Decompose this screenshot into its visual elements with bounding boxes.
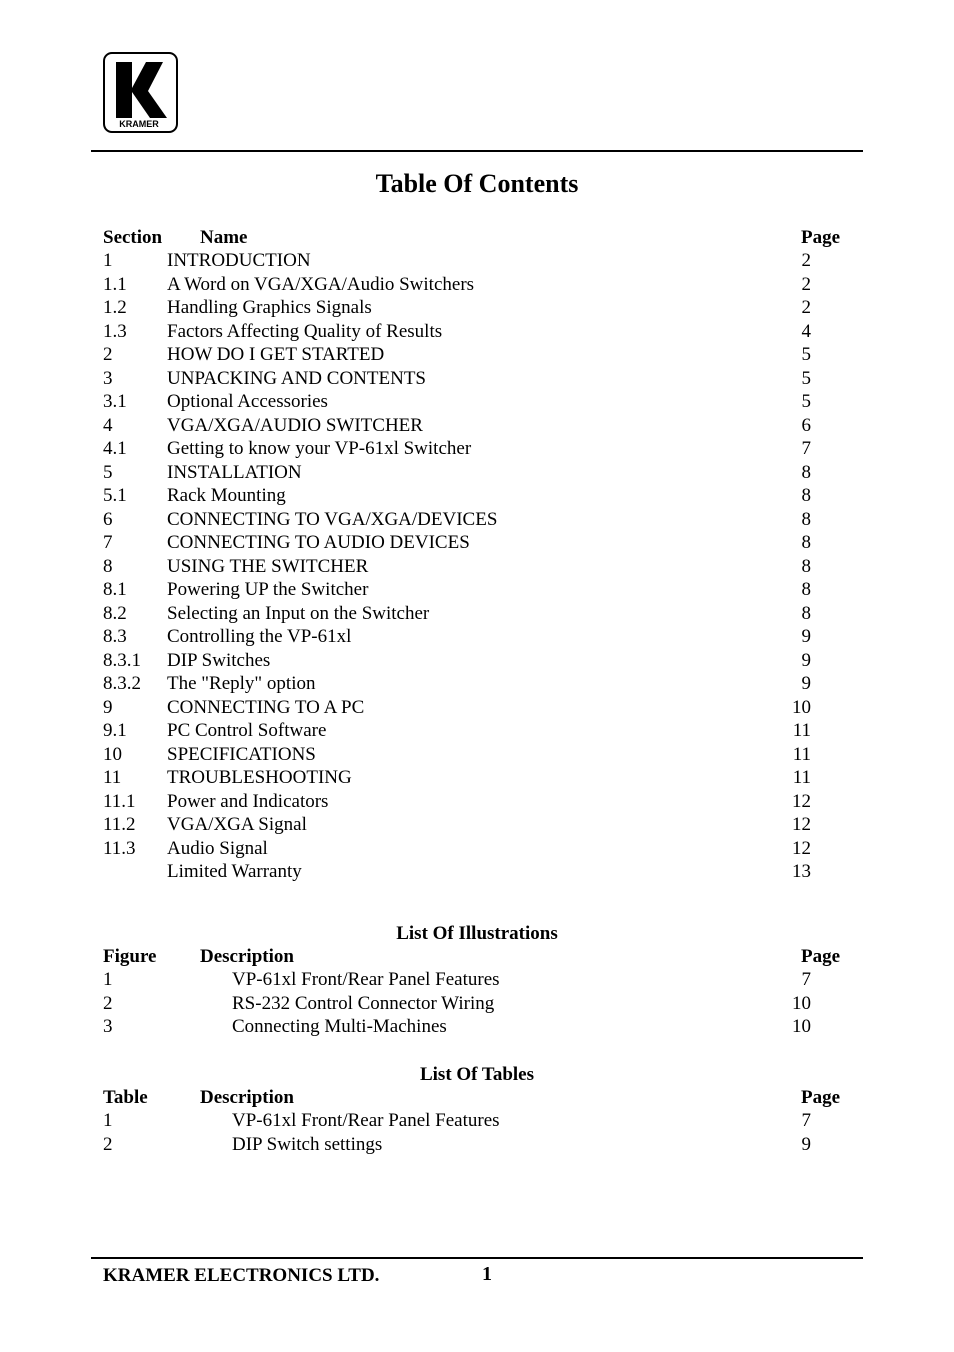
toc-entry-page: 12 — [792, 790, 811, 812]
toc-entry-page: 9 — [801, 673, 811, 694]
toc-entry-number: 1 — [103, 250, 113, 271]
toc-entry-text: Limited Warranty — [167, 861, 302, 882]
footer-page-number: 1 — [482, 1263, 492, 1285]
toc-entry-row — [0, 743, 954, 767]
toc-entry-text: Powering UP the Switcher — [167, 579, 369, 600]
toc-header-section: Section — [103, 227, 163, 248]
toc-entry-text: CONNECTING TO A PC — [167, 696, 365, 718]
toc-entry-text: Factors Affecting Quality of Results — [167, 320, 443, 342]
toc-entry-number: 11.3 — [103, 837, 136, 859]
toc-entry-text: SPECIFICATIONS — [167, 743, 316, 765]
illustrations-header-page: Page — [801, 946, 841, 967]
table-entry-row — [0, 1133, 954, 1157]
toc-entry-number: 10 — [103, 743, 122, 765]
toc-entry-row — [0, 249, 954, 273]
toc-entry-page: 11 — [792, 767, 811, 788]
toc-entry-page: 2 — [801, 250, 811, 271]
toc-entry-row — [0, 531, 954, 555]
toc-entry-row — [0, 390, 954, 414]
toc-entry-page: 8 — [801, 555, 811, 577]
toc-entry-number: 7 — [103, 532, 113, 553]
toc-entry-text: A Word on VGA/XGA/Audio Switchers — [167, 273, 475, 295]
tables-title: List Of Tables — [419, 1064, 535, 1085]
table-entry-page: 7 — [801, 1110, 811, 1131]
toc-entry-number: 6 — [103, 508, 113, 530]
toc-entry-page: 8 — [801, 461, 811, 483]
toc-entry-page: 11 — [792, 743, 811, 765]
toc-entry-number: 9.1 — [103, 720, 127, 741]
toc-entry-row — [0, 649, 954, 673]
toc-entry-row — [0, 602, 954, 626]
toc-header-page: Page — [801, 227, 841, 248]
table-entry-text: DIP Switch settings — [232, 1133, 383, 1155]
toc-entry-number: 9 — [103, 696, 113, 718]
kramer-logo — [103, 52, 178, 133]
toc-entry-row — [0, 813, 954, 837]
toc-entry-page: 8 — [801, 485, 811, 506]
toc-entry-text: CONNECTING TO VGA/XGA/DEVICES — [167, 508, 498, 530]
illustrations-header-figure: Figure — [103, 946, 157, 967]
toc-entry-number: 3 — [103, 367, 113, 389]
tables-header-page: Page — [801, 1087, 841, 1108]
toc-entry-text: The "Reply" option — [167, 673, 316, 694]
toc-entry-number: 8.3 — [103, 626, 127, 647]
toc-entry-row — [0, 367, 954, 391]
toc-entry-text: Selecting an Input on the Switcher — [167, 602, 430, 624]
toc-entry-page: 8 — [801, 579, 811, 600]
illustration-entry-row — [0, 992, 954, 1016]
toc-entry-text: CONNECTING TO AUDIO DEVICES — [167, 532, 470, 553]
toc-entry-row — [0, 555, 954, 579]
illustration-entry-number: 1 — [103, 969, 113, 990]
toc-header-name: Name — [200, 227, 248, 248]
table-entry-number: 1 — [103, 1110, 113, 1131]
toc-entry-page: 2 — [801, 273, 811, 295]
toc-entry-number: 8.3.1 — [103, 649, 141, 671]
toc-entry-page: 5 — [801, 367, 811, 389]
toc-entry-row — [0, 461, 954, 485]
toc-entry-number: 3.1 — [103, 391, 127, 412]
toc-entry-text: Power and Indicators — [167, 790, 329, 812]
toc-entry-number: 1.1 — [103, 273, 127, 295]
toc-entry-page: 13 — [792, 861, 811, 882]
table-entry-page: 9 — [801, 1133, 811, 1155]
toc-header-row — [0, 226, 954, 250]
illustration-entry-text: Connecting Multi-Machines — [232, 1016, 447, 1037]
toc-entry-row — [0, 508, 954, 532]
toc-entry-row — [0, 696, 954, 720]
kramer-k-mark-icon — [105, 54, 175, 130]
illustration-entry-number: 2 — [103, 992, 113, 1014]
toc-entry-text: PC Control Software — [167, 720, 327, 741]
toc-entry-text: Audio Signal — [167, 837, 268, 859]
table-entry-text: VP-61xl Front/Rear Panel Features — [232, 1110, 500, 1131]
toc-entry-number: 8.3.2 — [103, 673, 141, 694]
toc-entry-page: 9 — [801, 626, 811, 647]
illustration-entry-page: 7 — [801, 969, 811, 990]
toc-entry-text: Controlling the VP-61xl — [167, 626, 352, 647]
tables-header-table: Table — [103, 1087, 148, 1108]
toc-entry-number: 8.1 — [103, 579, 127, 600]
toc-entry-text: Getting to know your VP-61xl Switcher — [167, 438, 472, 459]
toc-entry-row — [0, 320, 954, 344]
illustrations-header-description: Description — [200, 946, 294, 967]
illustrations-title: List Of Illustrations — [396, 923, 558, 944]
toc-entry-number: 11.2 — [103, 814, 136, 835]
toc-entry-page: 9 — [801, 649, 811, 671]
illustration-entry-row — [0, 968, 954, 992]
toc-entry-page: 6 — [801, 414, 811, 436]
toc-entry-row — [0, 790, 954, 814]
toc-entry-page: 7 — [801, 438, 811, 459]
toc-entry-page: 12 — [792, 814, 811, 835]
toc-entry-row — [0, 273, 954, 297]
toc-entry-number: 11 — [103, 767, 122, 788]
toc-entry-number: 8 — [103, 555, 113, 577]
toc-entry-row — [0, 414, 954, 438]
toc-entry-row — [0, 343, 954, 367]
toc-entry-text: Handling Graphics Signals — [167, 297, 372, 318]
illustration-entry-text: VP-61xl Front/Rear Panel Features — [232, 969, 500, 990]
toc-entry-number: 1.2 — [103, 297, 127, 318]
toc-entry-row — [0, 860, 954, 884]
toc-entry-number: 5.1 — [103, 485, 127, 506]
toc-entry-page: 8 — [801, 508, 811, 530]
toc-entry-text: Optional Accessories — [167, 391, 328, 412]
toc-entry-text: INTRODUCTION — [167, 250, 311, 271]
tables-header-row — [0, 1086, 954, 1110]
toc-entry-page: 11 — [792, 720, 811, 741]
tables-header-description: Description — [200, 1087, 294, 1108]
toc-entry-page: 2 — [801, 297, 811, 318]
toc-entry-text: HOW DO I GET STARTED — [167, 344, 385, 365]
toc-entry-text: UNPACKING AND CONTENTS — [167, 367, 426, 389]
illustration-entry-text: RS-232 Control Connector Wiring — [232, 992, 495, 1014]
toc-entry-number: 5 — [103, 461, 113, 483]
toc-entry-page: 8 — [801, 532, 811, 553]
toc-entry-page: 5 — [801, 391, 811, 412]
table-entry-row — [0, 1109, 954, 1133]
toc-entry-page: 10 — [792, 696, 811, 718]
toc-entry-text: VGA/XGA Signal — [167, 814, 307, 835]
toc-entry-text: USING THE SWITCHER — [167, 555, 369, 577]
toc-entry-text: DIP Switches — [167, 649, 271, 671]
toc-entry-row — [0, 296, 954, 320]
table-entry-number: 2 — [103, 1133, 113, 1155]
illustrations-header-row — [0, 945, 954, 969]
footer-rule — [91, 1257, 863, 1259]
illustration-entry-number: 3 — [103, 1016, 113, 1037]
toc-entry-text: TROUBLESHOOTING — [167, 767, 352, 788]
toc-entry-row — [0, 625, 954, 649]
toc-entry-row — [0, 719, 954, 743]
toc-entry-number: 4 — [103, 414, 113, 436]
toc-entry-number: 11.1 — [103, 790, 136, 812]
toc-entry-text: Rack Mounting — [167, 485, 286, 506]
toc-entry-row — [0, 437, 954, 461]
toc-entry-row — [0, 484, 954, 508]
toc-entry-text: VGA/XGA/AUDIO SWITCHER — [167, 414, 423, 436]
toc-entry-page: 5 — [801, 344, 811, 365]
footer-company: KRAMER ELECTRONICS LTD. — [103, 1265, 380, 1286]
header-rule — [91, 150, 863, 152]
logo-text: KRAMER — [119, 119, 159, 129]
toc-entry-row — [0, 837, 954, 861]
illustration-entry-page: 10 — [792, 1016, 811, 1037]
toc-entry-row — [0, 672, 954, 696]
toc-entry-page: 12 — [792, 837, 811, 859]
toc-entry-row — [0, 766, 954, 790]
toc-entry-page: 8 — [801, 602, 811, 624]
toc-entry-number: 2 — [103, 344, 113, 365]
toc-entry-text: INSTALLATION — [167, 461, 302, 483]
page-title: Table Of Contents — [375, 169, 579, 198]
illustration-entry-page: 10 — [792, 992, 811, 1014]
toc-entry-number: 4.1 — [103, 438, 127, 459]
illustration-entry-row — [0, 1015, 954, 1039]
toc-entry-row — [0, 578, 954, 602]
toc-entry-number: 1.3 — [103, 320, 127, 342]
toc-entry-number: 8.2 — [103, 602, 127, 624]
toc-entry-page: 4 — [801, 320, 811, 342]
